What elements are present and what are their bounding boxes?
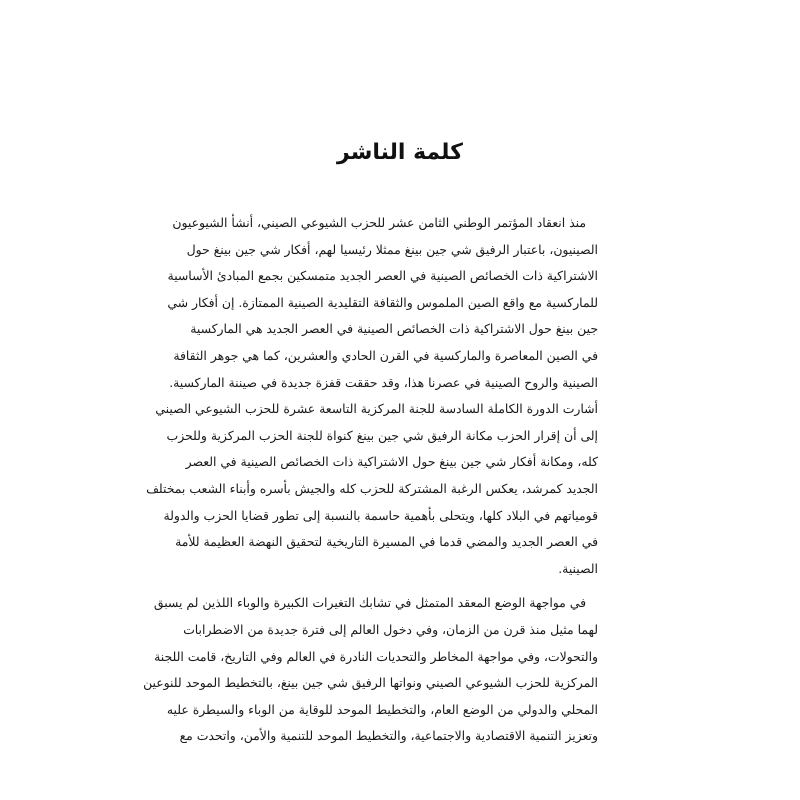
text-line: جين بينغ حول الاشتراكية ذات الخصائص الصينية في العصر الجديد هي الماركسية [190,321,598,337]
text-line: إلى أن إقرار الحزب مكانة الرفيق شي جين بينغ كنواة للجنة الحزب المركزية وللحزب [166,427,598,443]
text-line: والتحولات، وفي مواجهة المخاطر والتحديات النادرة في العالم وفي التاريخ، قامت اللجنة [154,648,598,664]
text-line: الصينية. [558,560,598,576]
text-line: كله، ومكانة أفكار شي جين بينغ حول الاشتراكية ذات الخصائص الصينية في العصر [185,454,598,470]
text-line: في مواجهة الوضع المعقد المتمثل في تشابك التغيرات الكبيرة والوباء اللذين لم يسبق [153,595,586,611]
body-text [143,210,598,750]
paragraph-gap [205,582,598,590]
text-line: للماركسية مع واقع الصين الملموس والثقافة التقليدية الصينية الممتازة. إن أفكار شي [167,294,598,310]
text-line: الاشتراكية ذات الخصائص الصينية في العصر الجديد متمسكين بجمع المبادئ الأساسية [167,268,598,284]
text-line: في الصين المعاصرة والماركسية في القرن الحادي والعشرين، كما هي جوهر الثقافة [173,347,598,363]
text-line: لهما مثيل منذ قرن من الزمان، وفي دخول العالم إلى فترة جديدة من الاضطرابات [183,621,598,637]
text-line: الصينيون، باعتبار الرفيق شي جين بينغ ممثلا رئيسيا لهم، أفكار شي جين بينغ حول [186,241,598,257]
text-line: الصينية والروح الصينية في عصرنا هذا، وقد حققت قفزة جديدة في صيننة الماركسية. [169,374,598,390]
text-line: أشارت الدورة الكاملة السادسة للجنة المركزية التاسعة عشرة للحزب الشيوعي الصيني [155,401,598,417]
text-line: قومياتهم في البلاد كلها، ويتحلى بأهمية حاسمة بالنسبة إلى تطور قضايا الحزب والدولة [163,507,598,523]
text-line: المحلي والدولي من الوضع العام، والتخطيط الموحد للوقاية من الوباء والسيطرة عليه [166,701,598,717]
text-line: وتعزيز التنمية الاقتصادية والاجتماعية، والتخطيط الموحد للتنمية والأمن، واتحدت مع [179,728,598,744]
text-line: المركزية للحزب الشيوعي الصيني ونواتها الرفيق شي جين بينغ، بالتخطيط الموحد للنوعين [143,675,598,691]
paragraph-1 [146,210,598,582]
text-line: في العصر الجديد والمضي قدما في المسيرة التاريخية لتحقيق النهضة العظيمة للأمة [175,534,598,550]
text-line: الجديد كمرشد، يعكس الرغبة المشتركة للحزب كله والجيش بأسره وأبناء الشعب بمختلف [146,480,598,496]
text-line: منذ انعقاد المؤتمر الوطني الثامن عشر للحزب الشيوعي الصيني، أنشأ الشيوعيون [172,215,586,230]
page-title: كلمة الناشر [337,140,463,165]
paragraph-2 [143,590,598,750]
